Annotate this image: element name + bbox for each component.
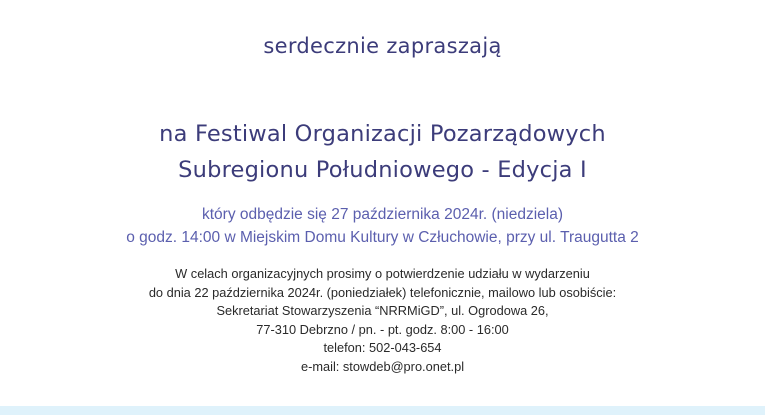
info-line-1: W celach organizacyjnych prosimy o potwierdzenie udziału w wydarzeniu: [175, 266, 590, 281]
festival-title-line-2: Subregionu Południowego - Edycja I: [178, 157, 587, 183]
info-line-4: 77-310 Debrzno / pn. - pt. godz. 8:00 - 16:00: [256, 321, 509, 337]
event-date-line: który odbędzie się 27 października 2024r. (niedziela): [201, 206, 564, 223]
info-email: e-mail: stowdeb@pro.onet.pl: [300, 358, 465, 374]
info-phone: telefon: 502-043-654: [323, 340, 442, 356]
event-details: [0, 203, 765, 249]
registration-info: [0, 265, 765, 377]
intro-text: serdecznie zapraszają: [263, 34, 502, 58]
festival-title: [0, 116, 765, 188]
event-venue-line: o godz. 14:00 w Miejskim Domu Kultury w Człuchowie, przy ul. Traugutta 2: [126, 229, 639, 246]
bottom-band: [0, 406, 765, 415]
info-line-2: do dnia 22 października 2024r. (poniedziałek) telefonicznie, mailowo lub osobiście:: [148, 284, 617, 300]
info-line-3: Sekretariat Stowarzyszenia “NRRMiGD”, ul. Ogrodowa 26,: [216, 303, 549, 319]
festival-title-line-1: na Festiwal Organizacji Pozarządowych: [159, 121, 606, 147]
